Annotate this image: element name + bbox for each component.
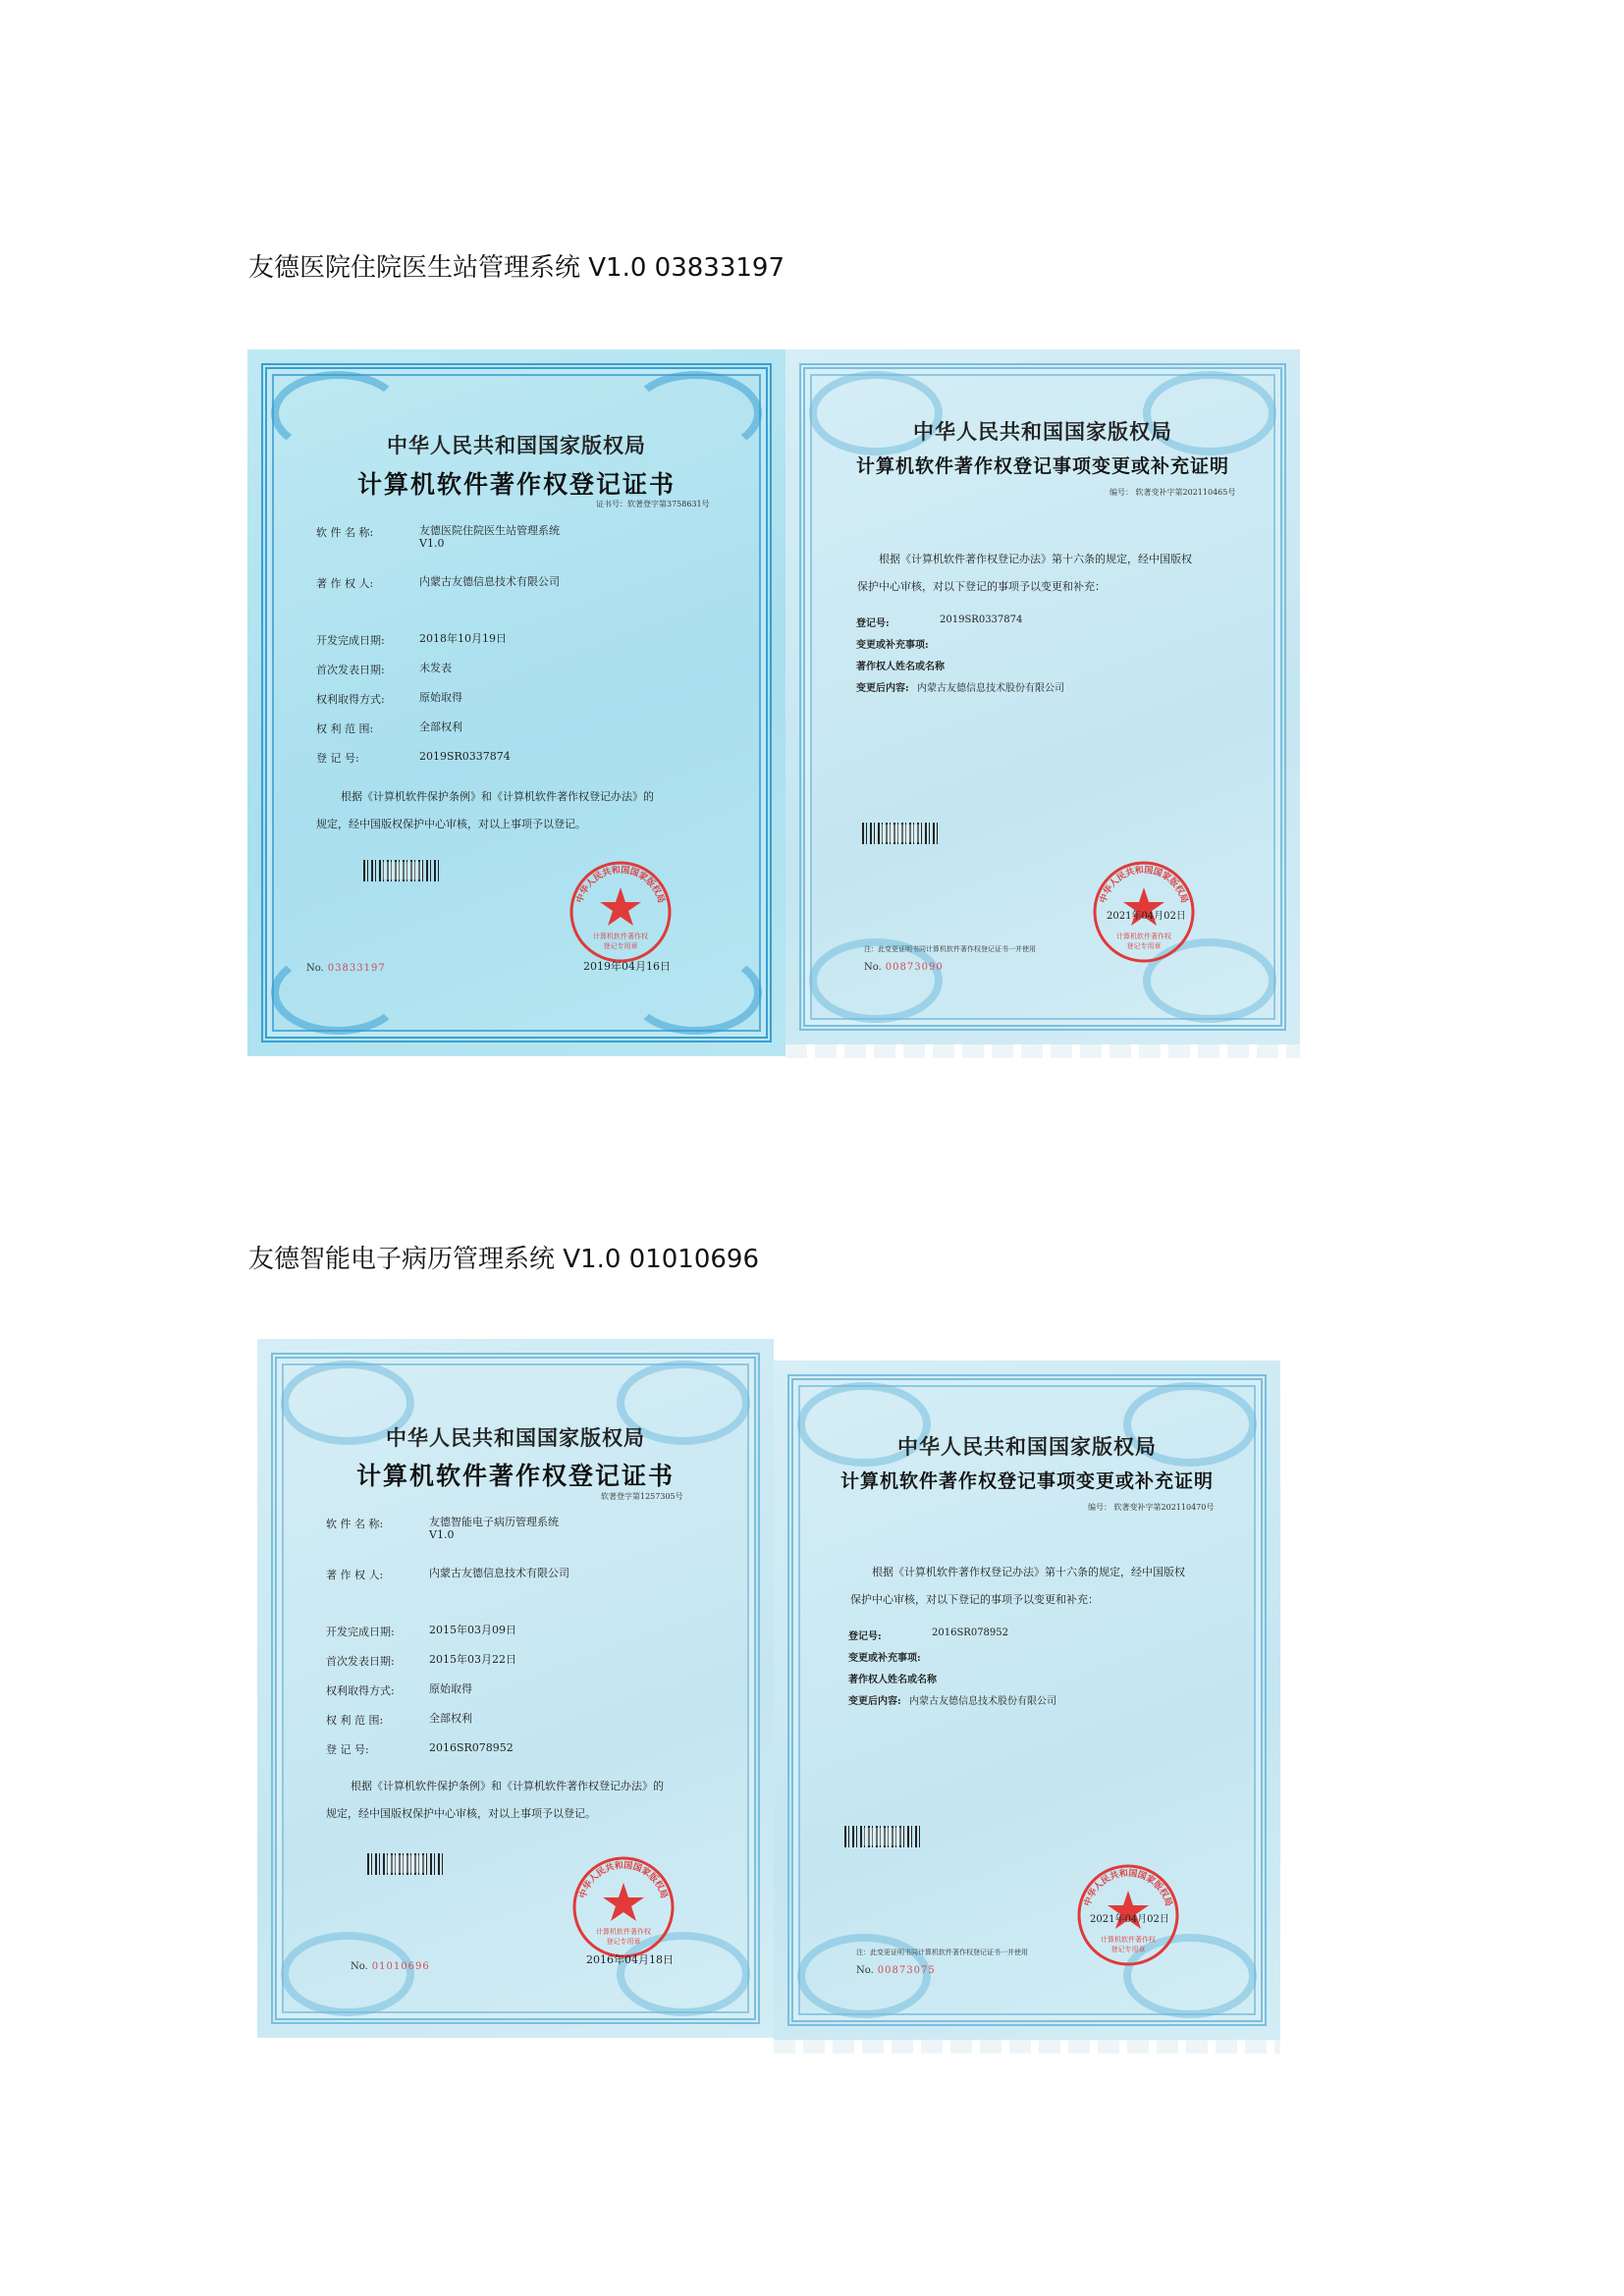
certificate-fields [316,524,746,779]
barcode-icon [844,1826,923,1847]
barcode-icon [367,1853,446,1875]
change-certificate [785,349,1300,1044]
footnote: 注：此变更证明书同计算机软件著作权登记证书一并使用 [864,945,1036,953]
agency-name: 中华人民共和国国家版权局 [387,433,646,457]
scan-edge [785,1044,1300,1058]
detail-row: 登记号: 2019SR0337874 [856,614,1023,629]
field-label: 首次发表日期: [316,664,385,676]
field-label: 著 作 权 人: [316,577,374,590]
field-value: 友德医院住院医生站管理系统 V1.0 [419,524,560,550]
field-value: 内蒙古友德信息技术有限公司 [429,1567,569,1579]
svg-text:中华人民共和国国家版权局: 中华人民共和国国家版权局 [1099,865,1189,905]
serial-number: No. 03833197 [306,963,386,974]
field-value: 2018年10月19日 [419,632,507,645]
copyright-certificate [257,1339,774,2038]
svg-text:计算机软件著作权: 计算机软件著作权 [593,933,648,940]
serial-number: No. 01010696 [351,1961,430,1972]
change-statement: 根据《计算机软件著作权登记办法》第十六条的规定，经中国版权 保护中心审核，对以下登记的事项予以变更和补充： [857,553,1192,593]
svg-text:登记专用章: 登记专用章 [606,1938,641,1946]
field-value: 2015年03月09日 [429,1624,516,1636]
field-label: 权利取得方式: [326,1684,395,1697]
ornament [281,1932,414,2016]
field-row [326,1741,734,1771]
certificate-title: 计算机软件著作权登记证书 [356,470,676,499]
copyright-certificate [247,349,785,1056]
agency-name: 中华人民共和国国家版权局 [386,1425,645,1450]
svg-text:中华人民共和国国家版权局: 中华人民共和国国家版权局 [578,1860,669,1900]
field-label: 开发完成日期: [316,634,385,647]
barcode-icon [363,860,442,881]
field-row [316,575,746,632]
field-label: 权 利 范 围: [316,722,374,735]
detail-row: 变更后内容: 内蒙古友德信息技术股份有限公司 [848,1696,1056,1707]
issue-date: 2019年04月16日 [583,960,671,973]
detail-row: 变更或补充事项: [848,1653,921,1664]
field-row [316,662,746,691]
official-seal-icon [567,858,675,966]
scan-edge [774,2040,1280,2054]
field-label: 权 利 范 围: [326,1714,384,1727]
field-value: 2016SR078952 [429,1741,514,1754]
svg-text:中华人民共和国国家版权局: 中华人民共和国国家版权局 [1083,1868,1173,1908]
field-row [316,632,746,662]
field-row [326,1516,734,1567]
field-value: 全部权利 [429,1712,472,1725]
svg-text:计算机软件著作权: 计算机软件著作权 [1116,933,1171,940]
change-statement: 根据《计算机软件著作权登记办法》第十六条的规定，经中国版权 保护中心审核，对以下登记的事项予以变更和补充： [850,1566,1185,1606]
detail-row: 著作权人姓名或名称 [848,1675,937,1685]
certificate-fields [326,1516,734,1771]
field-value: 2015年03月22日 [429,1653,516,1666]
certificate-title: 计算机软件著作权登记事项变更或补充证明 [855,455,1229,477]
agency-name: 中华人民共和国国家版权局 [897,1434,1157,1459]
field-row [326,1624,734,1653]
certificate-title: 计算机软件著作权登记事项变更或补充证明 [839,1470,1214,1492]
issue-date: 2021年04月02日 [1090,1914,1169,1925]
field-value: 原始取得 [429,1682,472,1695]
field-label: 软 件 名 称: [316,526,374,539]
svg-text:登记专用章: 登记专用章 [603,942,638,950]
field-label: 权利取得方式: [316,693,385,706]
field-label: 登 记 号: [316,752,359,765]
certificate-number: 软著登字第1257305号 [601,1492,683,1501]
certificate-number: 编号： 软著变补字第202110470号 [1088,1503,1215,1512]
detail-row: 变更后内容: 内蒙古友德信息技术股份有限公司 [856,683,1064,694]
barcode-icon [862,823,941,844]
field-row [316,524,746,575]
serial-number: No. 00873075 [856,1965,936,1976]
field-value: 未发表 [419,662,452,674]
field-label: 首次发表日期: [326,1655,395,1668]
field-row [316,750,746,779]
section-heading: 友德智能电子病历管理系统 V1.0 01010696 [248,1245,760,1274]
registration-statement: 根据《计算机软件保护条例》和《计算机软件著作权登记办法》的 规定，经中国版权保护中心审核，对以上事项予以登记。 [326,1780,664,1820]
field-row [316,691,746,721]
field-label: 登 记 号: [326,1743,369,1756]
ornament [797,1934,931,2018]
issue-date: 2021年04月02日 [1107,911,1186,922]
official-seal-icon [569,1853,677,1961]
field-row [316,721,746,750]
field-value: 2019SR0337874 [419,750,511,763]
change-details [856,614,1064,701]
issue-date: 2016年04月18日 [586,1953,674,1966]
field-row [326,1712,734,1741]
change-details [848,1628,1056,1714]
footnote: 注：此变更证明书同计算机软件著作权登记证书一并使用 [856,1949,1028,1956]
field-label: 著 作 权 人: [326,1569,384,1581]
section-heading: 友德医院住院医生站管理系统 V1.0 03833197 [248,253,785,283]
field-value: 友德智能电子病历管理系统 V1.0 [429,1516,559,1541]
svg-text:登记专用章: 登记专用章 [1126,942,1162,950]
field-row [326,1653,734,1682]
detail-row: 著作权人姓名或名称 [856,662,945,672]
svg-text:中华人民共和国国家版权局: 中华人民共和国国家版权局 [575,865,666,905]
field-value: 内蒙古友德信息技术有限公司 [419,575,560,588]
svg-text:计算机软件著作权: 计算机软件著作权 [1101,1936,1156,1944]
field-value: 全部权利 [419,721,462,733]
change-certificate [774,1361,1280,2040]
registration-statement: 根据《计算机软件保护条例》和《计算机软件著作权登记办法》的 规定，经中国版权保护中心审核，对以上事项予以登记。 [316,790,654,830]
field-row [326,1682,734,1712]
field-value: 原始取得 [419,691,462,704]
detail-row: 登记号: 2016SR078952 [848,1628,1009,1642]
detail-row: 变更或补充事项: [856,640,929,651]
certificate-title: 计算机软件著作权登记证书 [355,1462,675,1490]
certificate-number: 证书号：软著登字第3758631号 [596,500,710,508]
svg-text:登记专用章: 登记专用章 [1110,1946,1146,1953]
serial-number: No. 00873090 [864,962,944,973]
field-label: 软 件 名 称: [326,1518,384,1530]
svg-text:计算机软件著作权: 计算机软件著作权 [596,1928,651,1936]
field-label: 开发完成日期: [326,1626,395,1638]
agency-name: 中华人民共和国国家版权局 [913,419,1172,444]
field-row [326,1567,734,1624]
certificate-number: 编号： 软著变补字第202110465号 [1110,488,1236,497]
